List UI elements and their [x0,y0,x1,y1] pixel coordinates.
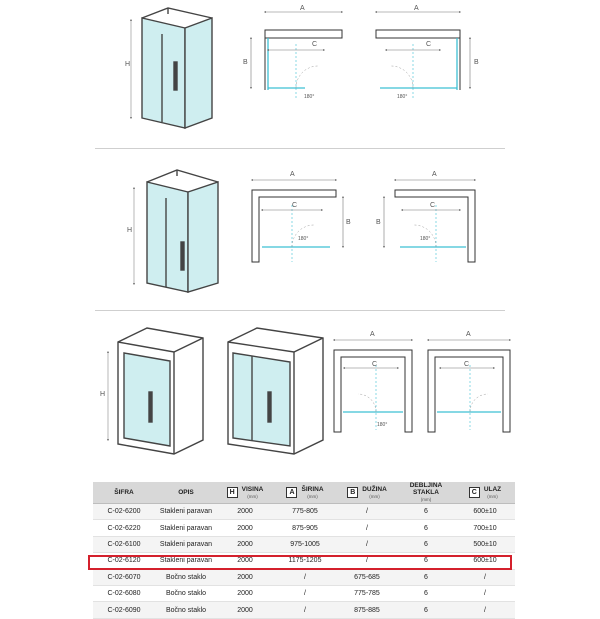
spec-table [93,482,515,619]
cell-visina: 2000 [217,553,273,569]
cell-sirina: / [273,602,337,618]
cell-debljina: 6 [397,569,455,585]
plan-view-3b [428,331,510,432]
cell-sifra: C-02-6100 [93,536,155,552]
plan-view-3a [334,331,412,432]
dim-c: C [312,41,318,48]
cell-sifra: C-02-6120 [93,553,155,569]
plan-view-2a [252,171,351,262]
dim-b: B [243,59,248,66]
table-row-highlighted [93,569,515,585]
angle-label: 180° [298,236,309,242]
dim-c: C [464,361,470,368]
section-divider [95,148,505,149]
enclosure-3d-corner-2 [147,170,218,292]
cell-opis: Stakleni paravan [155,536,217,552]
unit-label: (mm) [307,493,318,499]
cell-ulaz: / [455,585,515,601]
cell-debljina: 6 [397,553,455,569]
cell-opis: Stakleni paravan [155,504,217,520]
c-dimension-icon: C [469,487,480,498]
col-ulaz [455,482,515,504]
col-debljina-label: DEBLJINA STAKLA [409,482,443,496]
cell-debljina: 6 [397,520,455,536]
table-row [93,602,515,618]
angle-label: 180° [420,236,431,242]
table-row [93,536,515,552]
col-visina-label: VISINA [241,485,264,493]
h-dimension-icon: H [227,487,238,498]
dim-a: A [466,331,471,338]
dim-h-2: H [127,227,133,234]
dim-c: C [292,202,298,209]
dim-h-1: H [125,61,131,68]
cell-opis: Bočno staklo [155,569,217,585]
cell-duzina: 775-785 [337,585,397,601]
cell-debljina: 6 [397,504,455,520]
col-duzina [337,482,397,504]
cell-opis: Stakleni paravan [155,553,217,569]
cell-duzina: / [337,504,397,520]
cell-visina: 2000 [217,585,273,601]
cell-sifra: C-02-6070 [93,569,155,585]
col-sifra: ŠIFRA [93,482,155,504]
dim-a: A [370,331,375,338]
table-row [93,585,515,601]
dim-a: A [414,5,419,12]
cell-opis: Bočno staklo [155,585,217,601]
dim-h-3: H [100,391,106,398]
enclosure-3d-corner-1 [142,8,212,128]
col-visina [217,482,273,504]
cell-duzina: / [337,520,397,536]
col-sirina-label: ŠIRINA [301,485,324,493]
plan-view-1a [243,5,342,100]
cell-duzina: / [337,536,397,552]
cell-sirina: 1175-1205 [273,553,337,569]
cell-sirina: 775-805 [273,504,337,520]
dim-c: C [430,202,436,209]
cell-debljina: 6 [397,536,455,552]
unit-label: (mm) [420,497,432,502]
plan-view-2b [376,171,475,262]
plan-view-1b [376,5,479,100]
table-header-row [93,482,515,504]
cell-ulaz: 700±10 [455,520,515,536]
cell-sirina: 975-1005 [273,536,337,552]
cell-opis: Bočno staklo [155,602,217,618]
cell-visina: 2000 [217,602,273,618]
unit-label: (mm) [247,493,258,499]
angle-label: 180° [304,94,315,100]
cell-visina: 2000 [217,520,273,536]
enclosure-3d-niche-1 [118,328,203,454]
dim-b: B [474,59,479,66]
dim-c: C [426,41,432,48]
b-dimension-icon: B [347,487,358,498]
cell-duzina: / [337,553,397,569]
col-opis: OPIS [155,482,217,504]
row-highlight-frame [88,555,512,570]
cell-sifra: C-02-6090 [93,602,155,618]
dim-b: B [376,219,381,226]
cell-sirina: / [273,585,337,601]
cell-sirina: 875-905 [273,520,337,536]
cell-opis: Stakleni paravan [155,520,217,536]
cell-ulaz: / [455,602,515,618]
unit-label: (mm) [487,493,498,499]
enclosure-3d-niche-2 [228,328,323,454]
cell-duzina: 875-885 [337,602,397,618]
cell-sirina: / [273,569,337,585]
cell-ulaz: 600±10 [455,504,515,520]
angle-label: 180° [377,422,388,428]
unit-label: (mm) [369,493,380,499]
cell-debljina: 6 [397,602,455,618]
dim-c: C [372,361,378,368]
col-sirina [273,482,337,504]
cell-ulaz: / [455,569,515,585]
cell-visina: 2000 [217,504,273,520]
dim-a: A [290,171,295,178]
cell-sifra: C-02-6080 [93,585,155,601]
a-dimension-icon: A [286,487,297,498]
cell-duzina: 675-685 [337,569,397,585]
dim-a: A [432,171,437,178]
cell-visina: 2000 [217,569,273,585]
table-row [93,504,515,520]
col-debljina [397,482,455,504]
cell-visina: 2000 [217,536,273,552]
cell-ulaz: 600±10 [455,553,515,569]
cell-sifra: C-02-6200 [93,504,155,520]
dim-a: A [300,5,305,12]
cell-ulaz: 500±10 [455,536,515,552]
dim-b: B [346,219,351,226]
cell-sifra: C-02-6220 [93,520,155,536]
cell-debljina: 6 [397,585,455,601]
col-ulaz-label: ULAZ [483,485,502,493]
table-row [93,520,515,536]
angle-label: 180° [397,94,408,100]
col-duzina-label: DUŽINA [362,485,387,493]
section-divider [95,310,505,311]
